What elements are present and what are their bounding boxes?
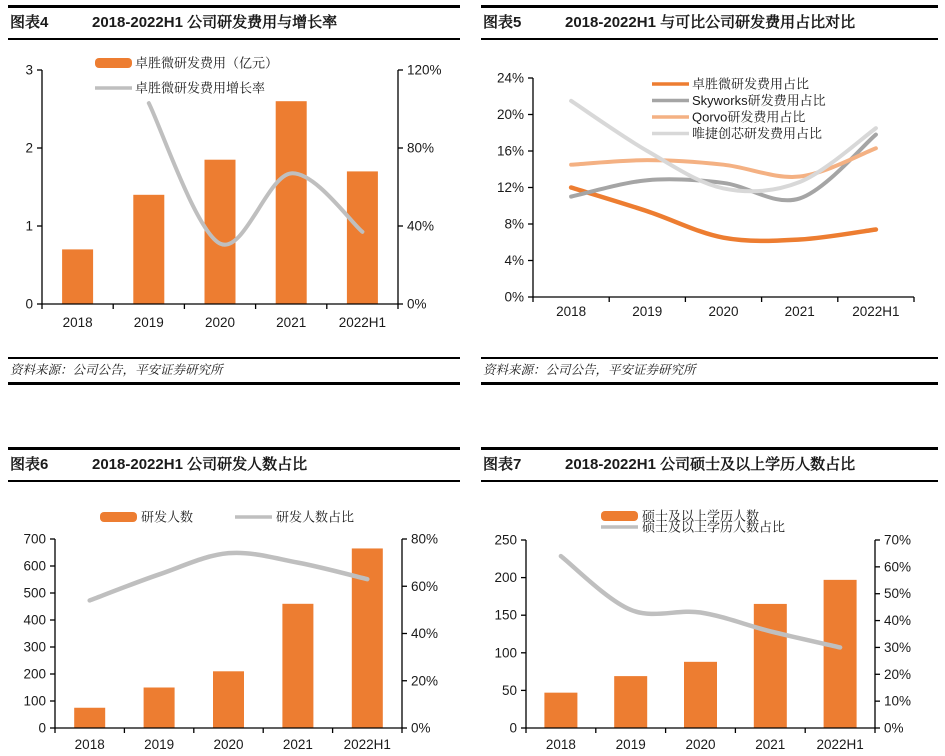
svg-text:600: 600: [23, 558, 46, 574]
svg-text:卓胜微研发费用增长率: 卓胜微研发费用增长率: [135, 80, 266, 96]
svg-text:1: 1: [25, 218, 33, 234]
svg-text:20%: 20%: [411, 673, 439, 689]
svg-text:2022H1: 2022H1: [338, 315, 387, 330]
figure6-label: 图表6: [10, 456, 49, 473]
svg-text:3: 3: [25, 62, 33, 78]
bar: [282, 604, 313, 728]
svg-text:80%: 80%: [407, 140, 435, 156]
svg-text:8%: 8%: [504, 216, 524, 232]
svg-text:40%: 40%: [407, 218, 435, 234]
svg-text:研发人数: 研发人数: [141, 509, 194, 525]
svg-text:24%: 24%: [496, 70, 524, 86]
bar: [62, 249, 93, 304]
figure4-title: 2018-2022H1 公司研发费用与增长率: [92, 14, 338, 31]
svg-text:2018: 2018: [556, 304, 587, 319]
svg-text:Qorvo研发费用占比: Qorvo研发费用占比: [692, 109, 806, 125]
svg-text:硕士及以上学历人数占比: 硕士及以上学历人数占比: [642, 519, 786, 535]
figure4-source-note: 资料来源：公司公告，平安证券研究所: [8, 357, 460, 385]
svg-text:0%: 0%: [411, 720, 431, 736]
legend-group: [100, 510, 354, 525]
svg-text:2021: 2021: [276, 315, 307, 330]
figure6-header: [8, 447, 460, 482]
svg-text:2020: 2020: [685, 737, 716, 752]
masters-degree-headcount-chart: [481, 500, 938, 756]
bar: [74, 708, 105, 728]
svg-text:16%: 16%: [496, 143, 524, 159]
bars-group: [62, 101, 378, 304]
figure7-header: [481, 447, 938, 482]
lines-group: [561, 556, 840, 647]
svg-text:50%: 50%: [884, 586, 912, 602]
svg-text:2020: 2020: [708, 304, 739, 319]
svg-text:2021: 2021: [282, 737, 313, 752]
bar: [544, 693, 577, 728]
svg-text:卓胜微研发费用（亿元）: 卓胜微研发费用（亿元）: [135, 55, 279, 71]
svg-text:2020: 2020: [204, 315, 236, 330]
svg-text:2018: 2018: [62, 315, 93, 330]
svg-text:0%: 0%: [504, 289, 524, 305]
svg-text:500: 500: [23, 585, 46, 601]
svg-text:20%: 20%: [884, 666, 912, 682]
line-series: [561, 556, 840, 647]
svg-text:2020: 2020: [213, 737, 244, 752]
svg-text:Skyworks研发费用占比: Skyworks研发费用占比: [692, 93, 826, 108]
svg-text:2019: 2019: [615, 737, 646, 752]
svg-text:150: 150: [494, 607, 517, 623]
svg-text:200: 200: [23, 666, 46, 682]
legend-group: [652, 77, 826, 142]
bar: [754, 604, 787, 728]
figure4-label: 图表4: [10, 14, 49, 31]
svg-text:4%: 4%: [504, 253, 524, 268]
svg-text:100: 100: [23, 693, 46, 709]
figure7-title: 2018-2022H1 公司硕士及以上学历人数占比: [565, 456, 856, 473]
svg-text:0%: 0%: [407, 296, 427, 312]
figure5-title: 2018-2022H1 与可比公司研发费用占比对比: [565, 14, 856, 31]
svg-text:0%: 0%: [884, 720, 904, 736]
svg-text:硕士及以上学历人数: 硕士及以上学历人数: [642, 508, 760, 524]
figure5-label: 图表5: [483, 14, 522, 31]
figure6-title: 2018-2022H1 公司研发人数占比: [92, 456, 308, 473]
line-series: [149, 103, 363, 245]
legend-bar-swatch: [601, 511, 638, 521]
svg-text:唯捷创芯研发费用占比: 唯捷创芯研发费用占比: [692, 126, 823, 141]
svg-text:80%: 80%: [411, 531, 439, 547]
svg-text:0: 0: [25, 296, 33, 312]
bar: [614, 676, 647, 728]
bar: [213, 671, 244, 728]
bar: [276, 101, 307, 304]
line-series: [90, 553, 368, 601]
svg-text:0: 0: [509, 720, 517, 736]
svg-text:60%: 60%: [411, 578, 439, 594]
lines-group: [90, 553, 368, 601]
svg-text:2019: 2019: [144, 737, 175, 752]
svg-text:300: 300: [23, 639, 46, 655]
svg-text:20%: 20%: [496, 107, 524, 122]
bar: [684, 662, 717, 728]
svg-text:2019: 2019: [632, 304, 663, 319]
legend-group: [95, 56, 278, 96]
legend-group: [601, 509, 785, 535]
svg-text:2019: 2019: [133, 315, 164, 330]
svg-text:120%: 120%: [407, 62, 442, 78]
svg-text:40%: 40%: [884, 613, 912, 629]
figure4-header: [8, 5, 460, 40]
bars-group: [544, 580, 856, 728]
svg-text:200: 200: [494, 570, 517, 586]
svg-text:10%: 10%: [884, 693, 912, 709]
svg-text:卓胜微研发费用占比: 卓胜微研发费用占比: [692, 76, 810, 92]
figure7-label: 图表7: [483, 456, 522, 473]
svg-text:100: 100: [494, 645, 517, 661]
bars-group: [74, 548, 383, 728]
bar: [133, 195, 164, 304]
svg-text:60%: 60%: [884, 559, 912, 575]
bar: [144, 688, 175, 729]
legend-bar-swatch: [100, 512, 137, 522]
svg-text:研发人数占比: 研发人数占比: [276, 509, 355, 525]
svg-text:2018: 2018: [545, 737, 576, 752]
figure5-header: [481, 5, 938, 40]
svg-text:2018: 2018: [74, 737, 105, 752]
svg-text:12%: 12%: [496, 180, 524, 195]
bar: [347, 171, 378, 304]
svg-text:70%: 70%: [884, 532, 912, 548]
svg-text:2021: 2021: [784, 304, 815, 319]
svg-text:400: 400: [23, 612, 46, 628]
rd-expense-and-growth-chart: [8, 55, 460, 355]
svg-text:2022H1: 2022H1: [852, 304, 900, 319]
svg-text:2022H1: 2022H1: [816, 737, 864, 752]
svg-text:700: 700: [23, 531, 46, 547]
rd-expense-ratio-comparison-chart: [481, 55, 938, 355]
line-series: [571, 188, 876, 241]
legend-bar-swatch: [95, 58, 132, 68]
svg-text:2022H1: 2022H1: [343, 737, 391, 752]
figure5-source-note: 资料来源：公司公告，平安证券研究所: [481, 357, 938, 385]
svg-text:50: 50: [501, 682, 517, 698]
svg-text:2: 2: [25, 140, 33, 156]
svg-text:2021: 2021: [755, 737, 786, 752]
rd-headcount-chart: [8, 500, 460, 756]
bar: [824, 580, 857, 728]
lines-group: [149, 103, 363, 245]
svg-text:30%: 30%: [884, 639, 912, 655]
svg-text:40%: 40%: [411, 626, 439, 641]
svg-text:0: 0: [38, 720, 46, 736]
svg-text:250: 250: [494, 532, 517, 548]
